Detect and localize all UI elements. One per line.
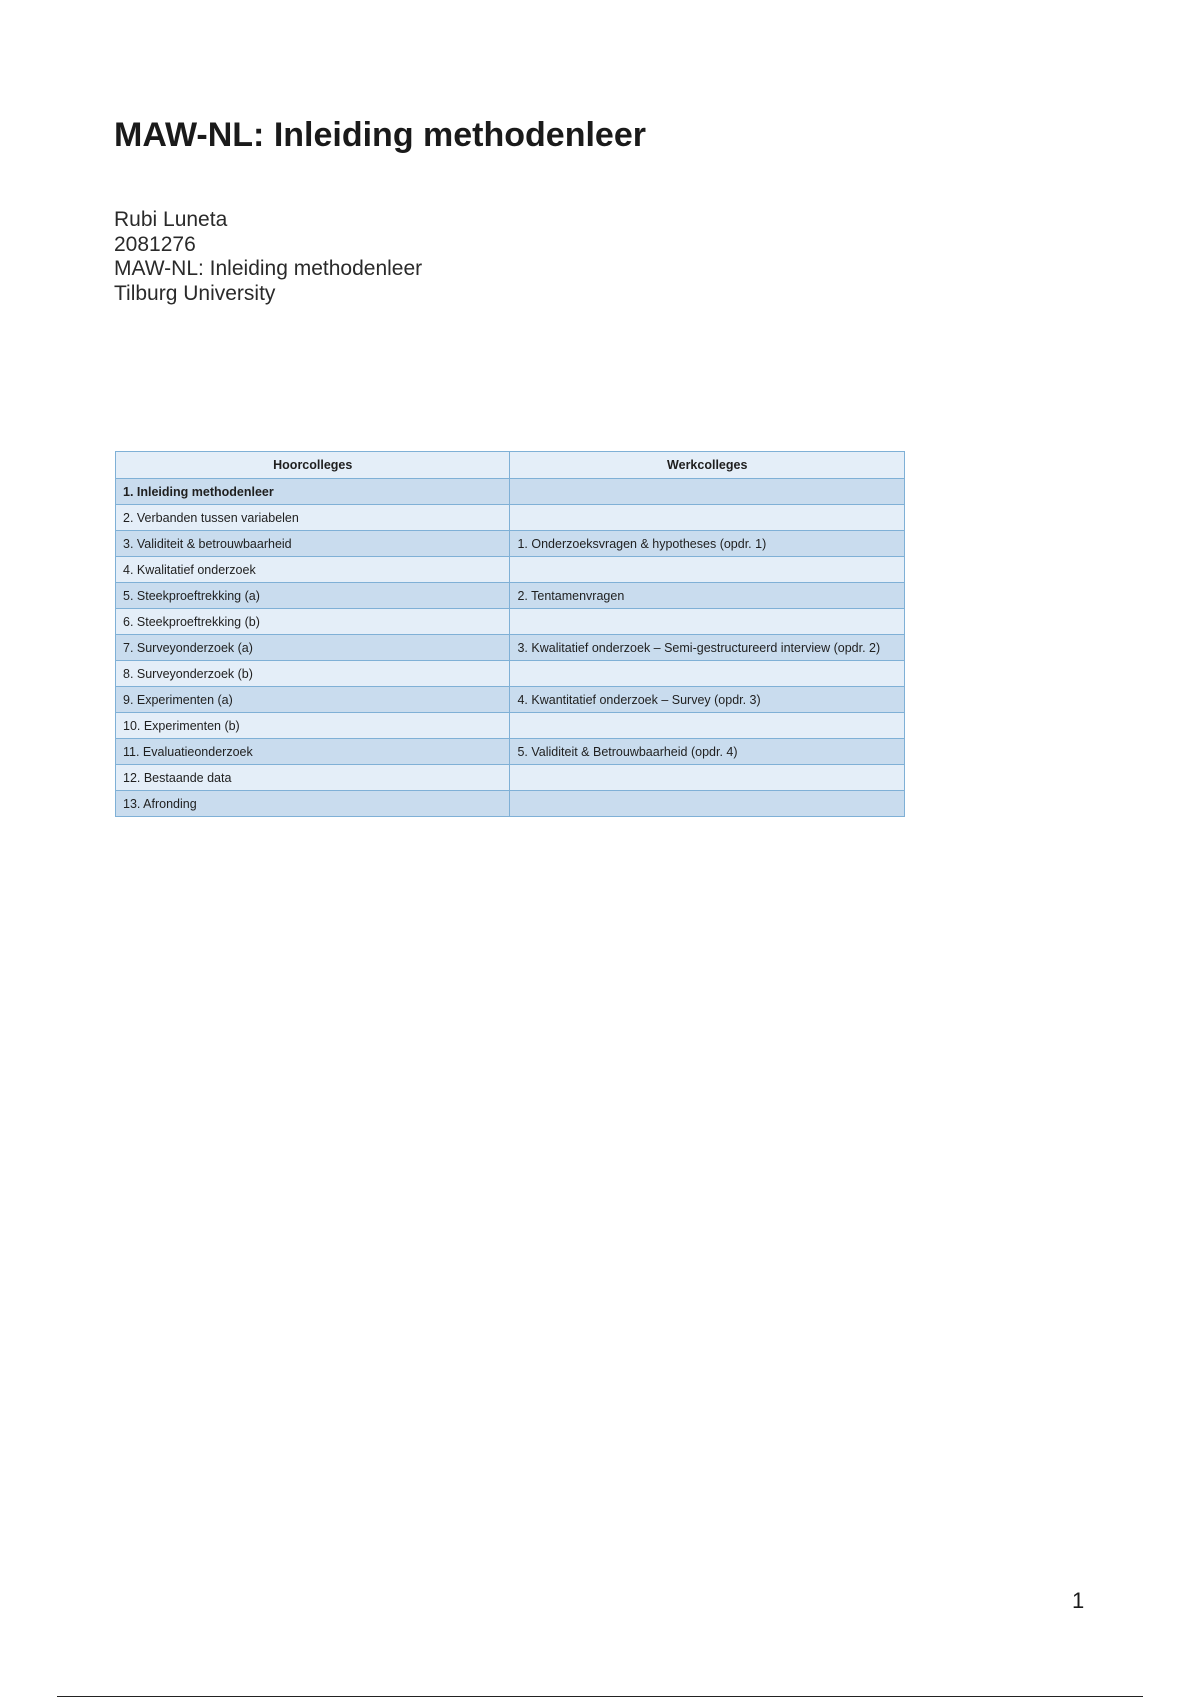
hoorcollege-cell: 8. Surveyonderzoek (b) <box>116 661 510 687</box>
werkcollege-cell <box>510 505 905 531</box>
werkcollege-cell: 2. Tentamenvragen <box>510 583 905 609</box>
hoorcollege-cell: 1. Inleiding methodenleer <box>116 479 510 505</box>
table-row <box>116 765 905 791</box>
table-row <box>116 687 905 713</box>
table-row <box>116 791 905 817</box>
werkcollege-cell <box>510 713 905 739</box>
hoorcollege-cell: 11. Evaluatieonderzoek <box>116 739 510 765</box>
university-name: Tilburg University <box>114 281 276 305</box>
author-name: Rubi Luneta <box>114 208 228 231</box>
werkcollege-cell: 3. Kwalitatief onderzoek – Semi-gestructureerd interview (opdr. 2) <box>510 635 905 661</box>
hoorcollege-cell: 10. Experimenten (b) <box>116 713 510 739</box>
author-block <box>114 208 422 306</box>
werkcollege-cell <box>510 765 905 791</box>
werkcollege-cell <box>510 557 905 583</box>
course-schedule-table <box>115 451 905 817</box>
student-number: 2081276 <box>114 232 196 256</box>
werkcollege-cell <box>510 479 905 505</box>
header-hoorcolleges: Hoorcolleges <box>116 452 510 479</box>
werkcollege-cell <box>510 791 905 817</box>
document-title: MAW-NL: Inleiding methodenleer <box>114 116 646 154</box>
course-name: MAW-NL: Inleiding methodenleer <box>114 257 423 280</box>
table-row <box>116 635 905 661</box>
table-row <box>116 713 905 739</box>
table-row <box>116 739 905 765</box>
werkcollege-cell: 1. Onderzoeksvragen & hypotheses (opdr. 1) <box>510 531 905 557</box>
table-row <box>116 479 905 505</box>
werkcollege-cell <box>510 609 905 635</box>
table-row <box>116 661 905 687</box>
table-row <box>116 505 905 531</box>
table-row <box>116 531 905 557</box>
header-werkcolleges: Werkcolleges <box>510 452 905 479</box>
table-row <box>116 609 905 635</box>
hoorcollege-cell: 2. Verbanden tussen variabelen <box>116 505 510 531</box>
page-number: 1 <box>1072 1588 1085 1613</box>
table-header-row <box>116 452 905 479</box>
hoorcollege-cell: 3. Validiteit & betrouwbaarheid <box>116 531 510 557</box>
hoorcollege-cell: 7. Surveyonderzoek (a) <box>116 635 510 661</box>
hoorcollege-cell: 6. Steekproeftrekking (b) <box>116 609 510 635</box>
werkcollege-cell <box>510 661 905 687</box>
table-row <box>116 583 905 609</box>
werkcollege-cell: 4. Kwantitatief onderzoek – Survey (opdr. 3) <box>510 687 905 713</box>
hoorcollege-cell: 9. Experimenten (a) <box>116 687 510 713</box>
table-row <box>116 557 905 583</box>
hoorcollege-cell: 4. Kwalitatief onderzoek <box>116 557 510 583</box>
hoorcollege-cell: 5. Steekproeftrekking (a) <box>116 583 510 609</box>
werkcollege-cell: 5. Validiteit & Betrouwbaarheid (opdr. 4) <box>510 739 905 765</box>
hoorcollege-cell: 13. Afronding <box>116 791 510 817</box>
hoorcollege-cell: 12. Bestaande data <box>116 765 510 791</box>
footer-divider <box>57 1696 1143 1697</box>
